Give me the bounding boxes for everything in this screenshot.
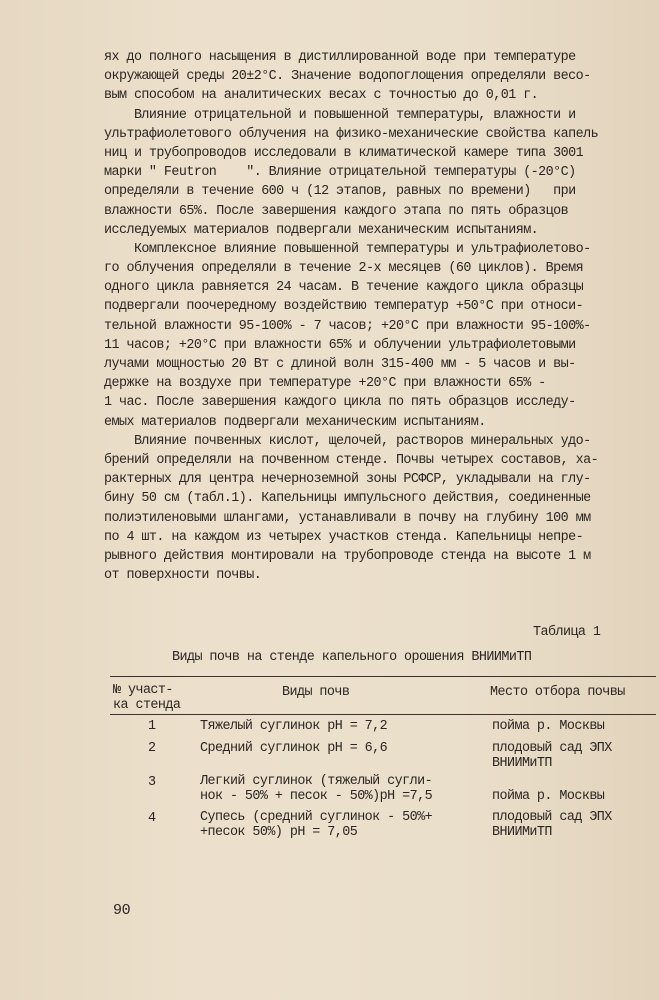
header-soil-type: Виды почв (282, 685, 350, 700)
body-line: влажности 65%. После завершения каждого этапа по пять образцов (104, 203, 569, 219)
body-line: определяли в течение 600 ч (12 этапов, равных по времени) при (104, 184, 576, 200)
table-top-rule (110, 676, 656, 677)
body-line: Комплексное влияние повышенной температуры и ультрафиолетово- (104, 241, 591, 257)
body-line: ях до полного насыщения в дистиллированной воде при температуре (104, 50, 576, 65)
row-1-number: 1 (148, 719, 156, 734)
body-line: рактерных для центра нечерноземной зоны РСФСР, укладывали на глу- (104, 472, 591, 488)
body-line: лучами мощностью 20 Вт с длиной волн 315-400 мм - 5 часов и вы- (104, 357, 576, 372)
row-2-place: плодовый сад ЭПХ ВНИИМиТП (492, 741, 612, 771)
row-2-soil-type: Средний суглинок рН = 6,6 (200, 741, 388, 756)
row-4-number: 4 (148, 811, 156, 826)
body-line: вым способом на аналитических весах с точностью до 0,01 г. (104, 88, 539, 104)
body-line: бину 50 см (табл.1). Капельницы импульсного действия, соединенные (104, 491, 591, 507)
body-line: 1 час. После завершения каждого цикла по пять образцов исследу- (104, 395, 576, 411)
body-line: исследуемых материалов подвергали механическим испытаниям. (104, 222, 539, 238)
body-line: рывного действия монтировали на трубопроводе стенда на высоте 1 м (104, 548, 591, 564)
body-line: брений определяли на почвенном стенде. Почвы четырех составов, ха- (104, 452, 599, 468)
header-plot-number: № участ- ка стенда (113, 683, 181, 713)
page-number: 90 (113, 902, 131, 919)
body-line: подвергали поочередному воздействию температур +50°С при относи- (104, 299, 584, 315)
body-line: ультрафиолетового облучения на физико-механические свойства капель (104, 126, 599, 142)
table-header-rule (110, 714, 656, 715)
table-title: Виды почв на стенде капельного орошения ВНИИМиТП (172, 650, 532, 665)
body-line: по 4 шт. на каждом из четырех участков стенда. Капельницы непре- (104, 529, 584, 545)
row-3-number: 3 (148, 775, 156, 790)
row-4-soil-type: Супесь (средний суглинок - 50%+ +песок 50%) рН = 7,05 (200, 810, 433, 840)
body-line: Влияние почвенных кислот, щелочей, растворов минеральных удо- (104, 433, 591, 449)
body-line: Влияние отрицательной и повышенной температуры, влажности и (104, 107, 576, 123)
row-2-number: 2 (148, 741, 156, 756)
body-line: держке на воздухе при температуре +20°С при влажности 65% - (104, 376, 546, 392)
table-label: Таблица 1 (533, 625, 601, 640)
body-text (104, 48, 656, 585)
body-line: от поверхности почвы. (104, 568, 262, 584)
row-1-soil-type: Тяжелый суглинок рН = 7,2 (200, 719, 388, 734)
row-3-place: пойма р. Москвы (492, 789, 605, 804)
header-sampling-place: Место отбора почвы (490, 685, 625, 700)
body-line: окружающей среды 20±2°С. Значение водопоглощения определяли весо- (104, 69, 591, 85)
body-line: полиэтиленовыми шлангами, устанавливали в почву на глубину 100 мм (104, 510, 591, 526)
body-line: тельной влажности 95-100% - 7 часов; +20°С при влажности 95-100%- (104, 318, 591, 334)
body-line: емых материалов подвергали механическим испытаниям. (104, 414, 486, 430)
row-4-place: плодовый сад ЭПХ ВНИИМиТП (492, 810, 612, 840)
body-line: одного цикла равняется 24 часам. В течение каждого цикла образцы (104, 280, 584, 296)
body-line: ниц и трубопроводов исследовали в климатической камере типа 3001 (104, 145, 584, 161)
row-3-soil-type: Легкий суглинок (тяжелый сугли- нок - 50% + песок - 50%)рН =7,5 (200, 774, 433, 804)
body-line: 11 часов; +20°С при влажности 65% и облучении ультрафиолетовыми (104, 337, 576, 353)
row-1-place: пойма р. Москвы (492, 719, 605, 734)
body-line: го облучения определяли в течение 2-х месяцев (60 циклов). Время (104, 261, 584, 277)
body-line: марки " Feutron ". Влияние отрицательной температуры (-20°С) (104, 165, 576, 181)
